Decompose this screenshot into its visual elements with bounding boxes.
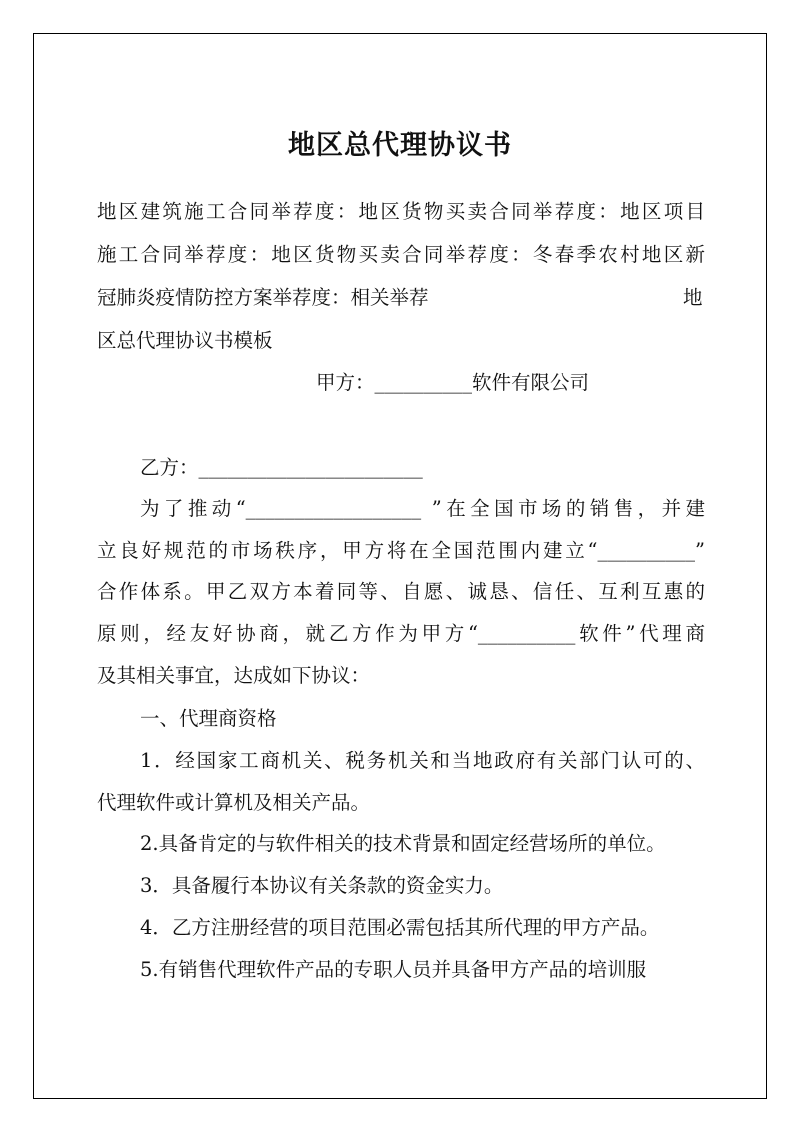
body-line-3: 合作体系。甲乙双方本着同等、自愿、诚恳、信任、互利互惠的	[97, 580, 705, 603]
body-line-2: 立良好规范的市场秩序，甲方将在全国范围内建立“__________”	[97, 539, 705, 562]
intro-line-1: 地区建筑施工合同举荐度：地区货物买卖合同举荐度：地区项目	[97, 200, 705, 223]
party-b-line: 乙方：_______________________	[140, 456, 423, 479]
intro-line-3-tail: 地	[683, 286, 703, 309]
body-line-4: 原则，经友好协商，就乙方作为甲方“__________软件”代理商	[97, 622, 705, 645]
body-line-1: 为了推动“__________________ ”在全国市场的销售，并建	[140, 497, 705, 520]
intro-line-2: 施工合同举荐度：地区货物买卖合同举荐度：冬春季农村地区新	[97, 243, 705, 266]
item-1-line-2: 代理软件或计算机及相关产品。	[97, 791, 371, 814]
intro-line-3: 冠肺炎疫情防控方案举荐度：相关举荐	[97, 286, 429, 309]
item-2: 2.具备肯定的与软件相关的技术背景和固定经营场所的单位。	[140, 832, 666, 855]
party-a-line: 甲方：__________软件有限公司	[316, 371, 590, 394]
body-line-5: 及其相关事宜，达成如下协议：	[97, 664, 371, 687]
section-1-heading: 一、代理商资格	[140, 707, 277, 730]
item-3: 3．具备履行本协议有关条款的资金实力。	[140, 874, 504, 897]
item-1-line-1: 1．经国家工商机关、税务机关和当地政府有关部门认可的、	[140, 749, 705, 772]
item-5: 5.有销售代理软件产品的专职人员并具备甲方产品的培训服	[140, 958, 647, 981]
item-4: 4．乙方注册经营的项目范围必需包括其所代理的甲方产品。	[140, 916, 660, 939]
intro-line-4: 区总代理协议书模板	[97, 329, 273, 352]
document-title: 地区总代理协议书	[288, 130, 512, 161]
